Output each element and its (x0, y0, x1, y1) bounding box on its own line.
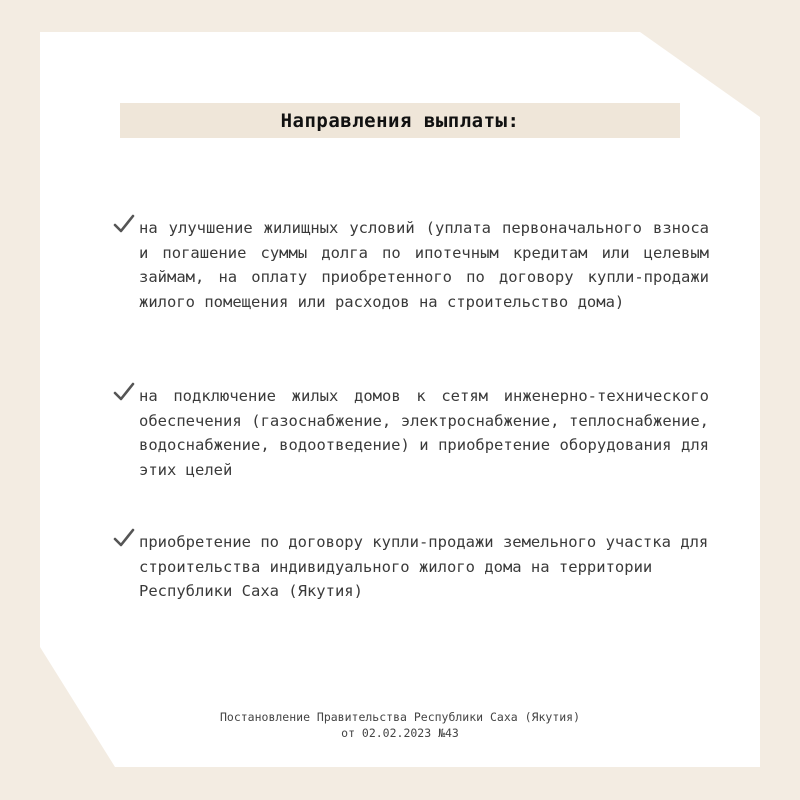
footnote-line: от 02.02.2023 №43 (341, 726, 459, 740)
checkmark-icon (112, 380, 136, 404)
list-item-text: на подключение жилых домов к сетям инженерно-технического обеспечения (газоснабжение, электроснабжение, теплоснабжение, водоснабжение, водоотведение) и приобретение оборудования для этих целей (139, 387, 709, 479)
list-item-text: приобретение по договору купли-продажи земельного участка для строительства индивидуального жилого дома на территории Республики Саха (Якутия) (139, 533, 709, 600)
page-title: Направления выплаты: (280, 109, 520, 132)
checkmark-icon (112, 526, 136, 550)
title-banner (120, 103, 680, 138)
checkmark-icon (112, 212, 136, 236)
footnote-line: Постановление Правительства Республики Саха (Якутия) (219, 710, 581, 724)
source-footnote (150, 709, 650, 741)
list-item-text: на улучшение жилищных условий (уплата первоначального взноса и погашение суммы долга по ипотечным кредитам или целевым займам, на оплату приобретенного по договору купли-продажи жилого помещения или расходов на строительство дома) (139, 219, 709, 311)
list-item (112, 384, 712, 482)
list-item (112, 530, 712, 604)
list-item (112, 216, 712, 314)
